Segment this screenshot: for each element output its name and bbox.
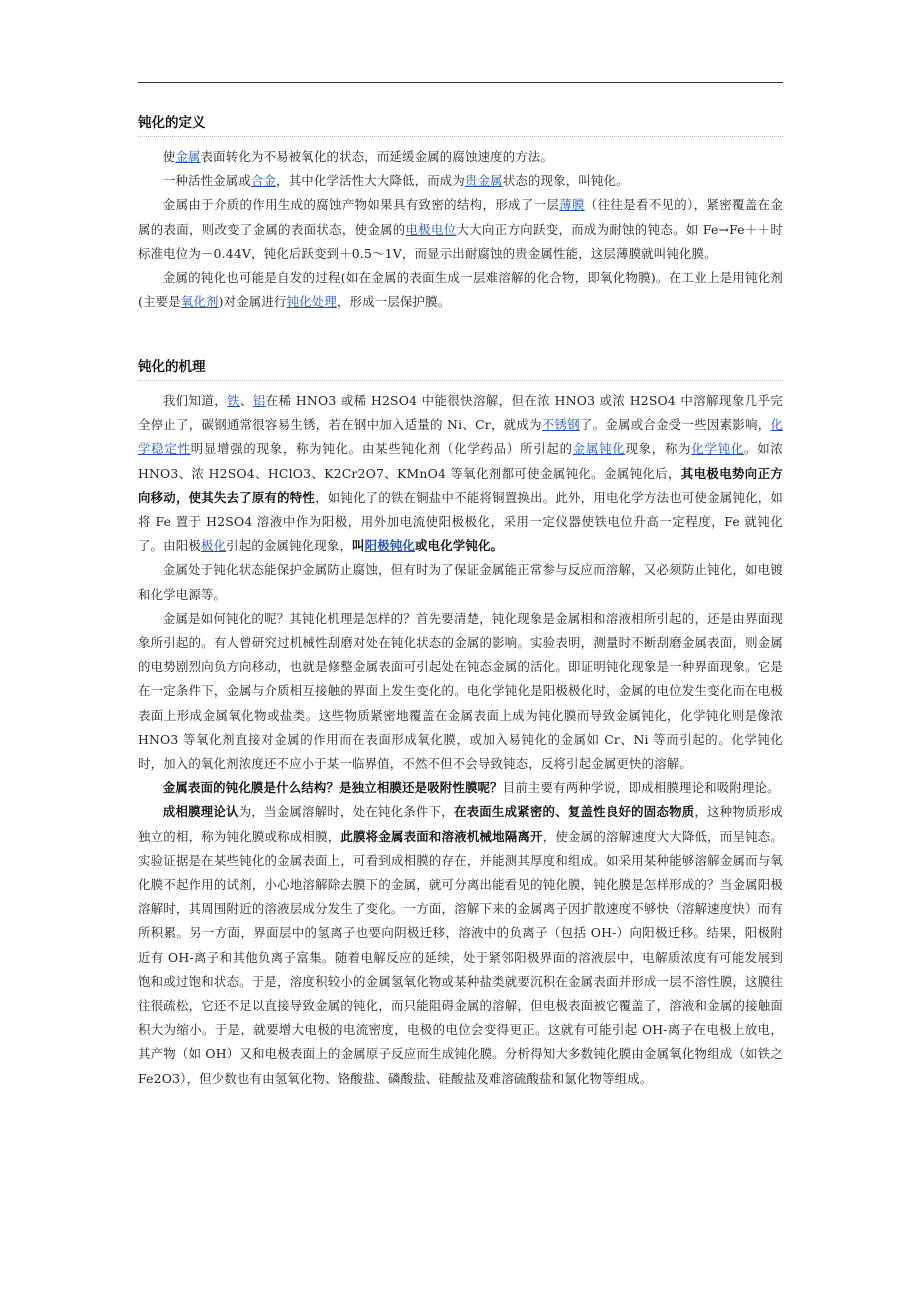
- section-mechanism: [138, 356, 783, 1091]
- text-run: )对金属进行: [218, 294, 287, 310]
- text-run: 。如浓 HNO3、浓 H2SO4、HClO3、K2Cr2O7、KMnO4 等氧化剂都可使金属钝化。金属钝化后，: [138, 441, 783, 481]
- paragraph: [138, 145, 783, 169]
- link-chemical-passivation[interactable]: 化学钝化: [691, 441, 745, 457]
- link-oxidant[interactable]: 氧化剂: [180, 294, 219, 310]
- text-run: 引起的金属钝化现象，: [226, 538, 353, 554]
- paragraph: [138, 776, 783, 800]
- text-run: （往往是看不见的），紧密覆盖在金属的表面，则改变了金属的表面状态，使金属的: [138, 197, 784, 237]
- link-aluminum[interactable]: 铝: [252, 393, 266, 408]
- text-run: 叫: [352, 538, 365, 554]
- section-title-definition: 钝化的定义: [138, 115, 206, 131]
- bold-text: 其电极电势向正方向移动，使其失去了原有的特性: [138, 465, 783, 505]
- link-metal-passivation[interactable]: 金属钝化: [572, 441, 626, 457]
- link-film[interactable]: 薄膜: [559, 197, 585, 213]
- text-run: 大大向正方向跃变，而成为耐蚀的钝态。如 Fe→Fe＋＋时标准电位为－0.44V，钝化后跃变到＋0.5～1V，而显示出耐腐蚀的贵金属性能，这层薄膜就叫钝化膜。: [138, 221, 783, 261]
- bold-text: 此膜将金属表面和溶液机械地隔离开: [340, 828, 543, 844]
- text-run: ，如钝化了的铁在铜盐中不能将铜置换出。此外，用电化学方法也可使金属钝化，如将 Fe 置于 H2SO4 溶液中作为阳极，用外加电流使阳极极化，采用一定仪器使铁电位升高一定程度，Fe 就钝化了。由阳极: [138, 489, 783, 554]
- header-rule: [138, 82, 783, 83]
- bold-text: 成相膜理论认: [162, 804, 239, 820]
- title-divider: [138, 380, 783, 381]
- text-run: 了。金属或合金受一些因素影响，: [579, 417, 771, 433]
- text-run: ，其中化学活性大大降低，而成为: [276, 173, 465, 189]
- link-noble-metal[interactable]: 贵金属: [464, 173, 503, 189]
- link-chemical-stability[interactable]: 化学稳定性: [138, 417, 784, 457]
- text-run: 或电化学钝化。: [415, 538, 504, 554]
- bold-text: 金属表面的钝化膜是什么结构？是独立相膜还是吸附性膜呢？: [162, 780, 503, 796]
- text-run: 状态的现象，叫钝化。: [502, 173, 629, 189]
- text-run: 在稀 HNO3 或稀 H2SO4 中能很快溶解，但在浓 HNO3 或浓 H2SO4 中溶解现象几乎完全停止了，碳钢通常很容易生锈，若在钢中加入适量的 Ni、Cr，就成为: [138, 393, 784, 433]
- link-metal[interactable]: 金属: [175, 149, 201, 164]
- link-iron[interactable]: 铁: [227, 393, 241, 408]
- paragraph: [138, 169, 783, 193]
- link-stainless-steel[interactable]: 不锈钢: [541, 417, 580, 433]
- text-run: 一种活性金属或: [162, 173, 251, 189]
- paragraph: 金属处于钝化状态能保护金属防止腐蚀，但有时为了保证金属能正常参与反应而溶解，又必须防止钝化，如电镀和化学电源等。: [138, 562, 783, 602]
- link-electrode-potential[interactable]: 电极电位: [405, 221, 457, 237]
- bold-text: 在表面生成紧密的、复盖性良好的固态物质: [453, 804, 695, 820]
- text-run: 我们知道，: [162, 393, 228, 408]
- paragraph: 金属是如何钝化的呢？其钝化机理是怎样的？首先要清楚，钝化现象是金属相和溶液相所引起的，还是由界面现象所引起的。有人曾研究过机械性刮磨对处在钝化状态的金属的影响。实验表明，测量时不断刮磨金属表面，则金属的电势剧烈向负方向移动，也就是修整金属表面可引起处在钝态金属的活化。即证明钝化现象是一种界面现象。它是在一定条件下，金属与介质相互接触的界面上发生变化的。电化学钝化是阳极极化时，金属的电位发生变化而在电极表面上形成金属氧化物或盐类。这些物质紧密地覆盖在金属表面上成为钝化膜而导致金属钝化，化学钝化则是像浓 HNO3 等氧化剂直接对金属的作用而在表面形成氧化膜，或加入易钝化的金属如 Cr、Ni 等而引起的。化学钝化时，加入的氧化剂浓度还不应小于某一临界值，不然不但不会导致钝态，反将引起金属更快的溶解。: [138, 610, 783, 772]
- text-run: 明显增强的现象，称为钝化。由某些钝化剂（化学药品）所引起的: [190, 441, 573, 457]
- link-alloy[interactable]: 合金: [250, 173, 277, 189]
- text-run: 表面转化为不易被氧化的状态，而延缓金属的腐蚀速度的方法。: [200, 149, 554, 164]
- text-run: 为，当金属溶解时，处在钝化条件下，: [238, 804, 454, 820]
- text-run: 使: [162, 149, 176, 164]
- section-definition: [138, 112, 783, 314]
- text-run: 金属的钝化也可能是自发的过程(如在金属的表面生成一层难溶解的化合物，即氧化物膜)。在工业上是用钝化剂(主要是: [138, 270, 783, 310]
- section-title-mechanism: 钝化的机理: [138, 359, 206, 375]
- link-anodic-passivation[interactable]: 阳极钝化: [364, 538, 416, 554]
- title-divider: [138, 136, 783, 137]
- paragraph: [138, 389, 783, 558]
- text-run: 目前主要有两种学说，即成相膜理论和吸附理论。: [502, 780, 780, 796]
- text-run: ，形成一层保护膜。: [336, 294, 451, 310]
- text-run: [365, 538, 415, 553]
- text-run: 、: [240, 393, 253, 408]
- paragraph: [138, 266, 783, 314]
- text-run: 金属由于介质的作用生成的腐蚀产物如果具有致密的结构，形成了一层: [162, 197, 560, 213]
- paragraph: [138, 193, 783, 266]
- link-polarization[interactable]: 极化: [200, 538, 227, 554]
- text-run: 现象，称为: [625, 441, 692, 457]
- text-run: ，这种物质形成独立的相，称为钝化膜或称成相膜，: [138, 804, 783, 844]
- paragraph: [138, 800, 783, 1090]
- text-run: ，使金属的溶解速度大大降低，而呈钝态。实验证据是在某些钝化的金属表面上，可看到成相膜的存在，并能测其厚度和组成。如采用某种能够溶解金属而与氧化膜不起作用的试剂，小心地溶解除去膜下的金属，就可分离出能看见的钝化膜，钝化膜是怎样形成的？当金属阳极溶解时，其周围附近的溶液层成分发生了变化。一方面，溶解下来的金属离子因扩散速度不够快（溶解速度快）而有所积累。另一方面，界面层中的氢离子也要向阴极迁移，溶液中的负离子（包括 OH-）向阳极迁移。结果，阳极附近有 OH-离子和其他负离子富集。随着电解反应的延续，处于紧邻阳极界面的溶液层中，电解质浓度有可能发展到饱和或过饱和状态。于是，溶度积较小的金属氢氧化物或某种盐类就要沉积在金属表面并形成一层不溶性膜，这膜往往很疏松，它还不足以直接导致金属的钝化，而只能阻碍金属的溶解，但电极表面被它覆盖了，溶液和金属的接触面积大为缩小。于是，就要增大电极的电流密度，电极的电位会变得更正。这就有可能引起 OH-离子在电极上放电，其产物（如 OH）又和电极表面上的金属原子反应而生成钝化膜。分析得知大多数钝化膜由金属氧化物组成（如铁之 Fe2O3），但少数也有由氢氧化物、铬酸盐、磷酸盐、硅酸盐及难溶硫酸盐和氯化物等组成。: [138, 828, 784, 1086]
- link-passivation-treatment[interactable]: 钝化处理: [286, 294, 337, 310]
